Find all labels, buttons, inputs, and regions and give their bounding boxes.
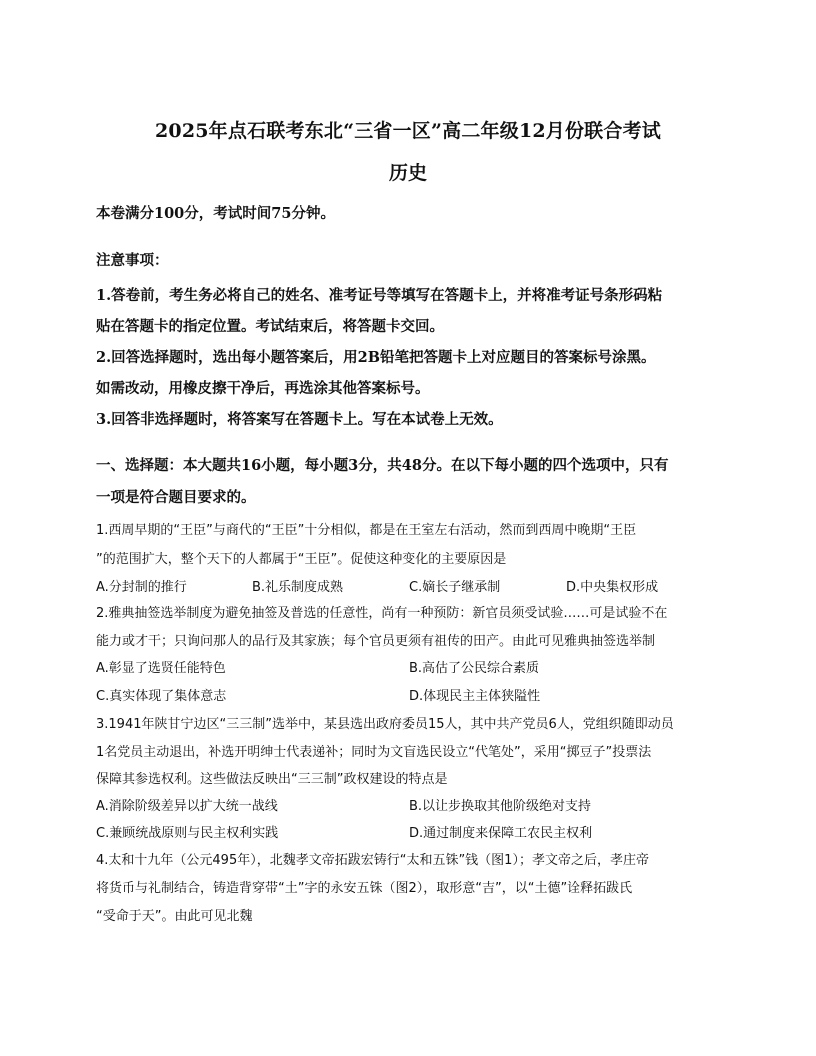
q3-stem-line3: 保障其参选权利。这些做法反映出“三三制”政权建设的特点是 [96,772,448,787]
notice-item-1b: 贴在答题卡的指定位置。考试结束后，将答题卡交回。 [96,318,444,335]
q1-option-d: D.中央集权形成 [566,580,659,595]
q2-option-a: A.彰显了选贤任能特色 [96,661,226,676]
q2-option-c: C.真实体现了集体意志 [96,689,227,704]
q4-stem-line3: “受命于天”。由此可见北魏 [96,909,253,924]
q2-option-b: B.高估了公民综合素质 [409,661,540,676]
notice-item-2a: 2.回答选择题时，选出每小题答案后，用2B铅笔把答题卡上对应题目的答案标号涂黑。 [96,349,656,366]
notice-item-2b: 如需改动，用橡皮擦干净后，再选涂其他答案标号。 [96,380,430,397]
q3-option-c: C.兼顾统战原则与民主权利实践 [96,826,279,841]
q3-stem-line1: 3.1941年陕甘宁边区“三三制”选举中，某县选出政府委员15人，其中共产党员6人，党组织随即动员 [96,717,674,732]
q1-option-b: B.礼乐制度成熟 [252,580,344,595]
q1-stem-line1: 1.西周早期的“王臣”与商代的“王臣”十分相似，都是在王室左右活动，然而到西周中晚期“王臣 [96,523,637,538]
exam-title: 2025年点石联考东北“三省一区”高二年级12月份联合考试 [155,120,661,142]
q1-option-c: C.嫡长子继承制 [409,580,501,595]
q3-option-a: A.消除阶级差异以扩大统一战线 [96,799,278,814]
q4-stem-line1: 4.太和十九年（公元495年），北魏孝文帝拓跋宏铸行“太和五铢”钱（图1）；孝文帝之后，孝庄帝 [96,853,649,868]
q3-option-b: B.以让步换取其他阶级绝对支持 [409,799,592,814]
section-heading-b: 一项是符合题目要求的。 [96,489,256,506]
q2-stem-line1: 2.雅典抽签选举制度为避免抽签及普选的任意性，尚有一种预防：新官员须受试验……可是试验不在 [96,606,668,621]
notice-item-3: 3.回答非选择题时，将答案写在答题卡上。写在本试卷上无效。 [96,411,503,428]
q3-stem-line2: 1名党员主动退出，补选开明绅士代表递补；同时为文盲选民设立“代笔处”，采用“掷豆子”投票法 [96,745,652,760]
q2-option-d: D.体现民主主体狭隘性 [409,689,541,704]
q4-stem-line2: 将货币与礼制结合，铸造背穿带“土”字的永安五铢（图2），取形意“吉”，以“土德”诠释拓跋氏 [96,881,633,896]
score-line: 本卷满分100分，考试时间75分钟。 [96,205,335,222]
subject-title: 历史 [388,162,427,184]
q3-option-d: D.通过制度来保障工农民主权利 [409,826,593,841]
q2-stem-line2: 能力或才干；只询问那人的品行及其家族；每个官员更须有祖传的田产。由此可见雅典抽签选举制 [96,634,656,649]
notice-item-1a: 1.答卷前，考生务必将自己的姓名、准考证号等填写在答题卡上，并将准考证号条形码粘 [96,287,663,304]
q1-option-a: A.分封制的推行 [96,580,187,595]
section-heading-a: 一、选择题：本大题共16小题，每小题3分，共48分。在以下每小题的四个选项中，只有 [96,457,669,474]
q1-stem-line2: ”的范围扩大，整个天下的人都属于“王臣”。促使这种变化的主要原因是 [96,552,507,567]
notice-heading: 注意事项： [96,252,169,269]
